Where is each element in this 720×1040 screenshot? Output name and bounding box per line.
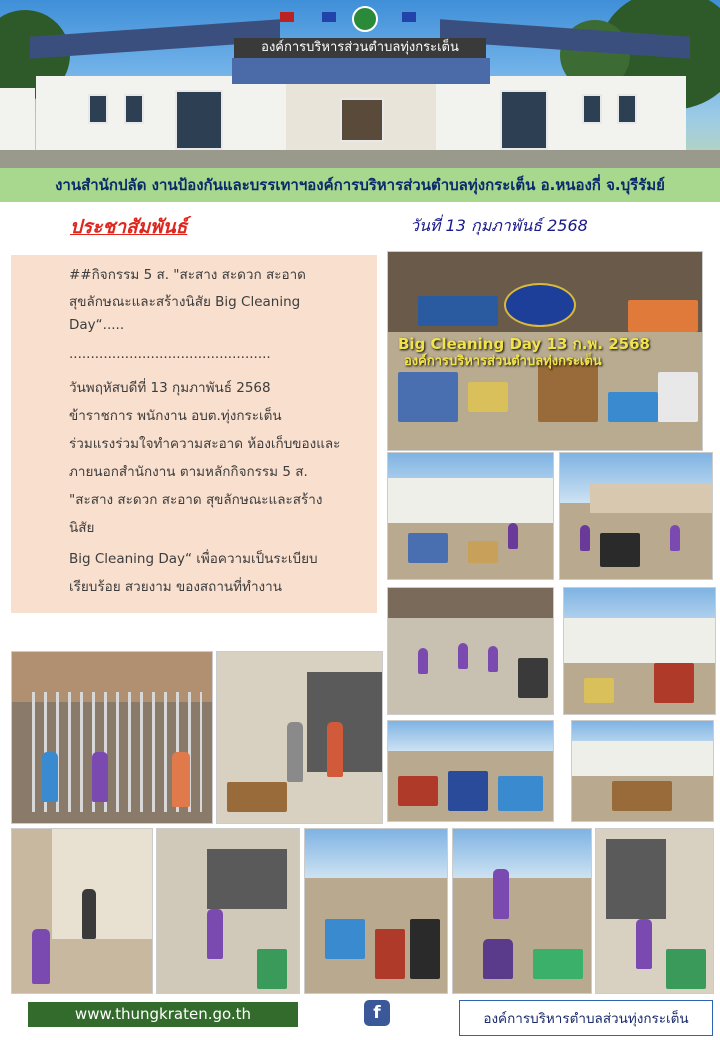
activity-photo [387,587,554,715]
activity-photo [11,651,213,824]
photo-caption-org: องค์การบริหารส่วนตำบลทุ่งกระเต็น [404,354,602,369]
description-line: ............................................... [69,346,271,362]
organization-name-box: องค์การบริหารตำบลส่วนทุ่งกระเต็น [459,1000,713,1036]
publish-date: วันที่ 13 กุมภาพันธ์ 2568 [410,216,588,235]
description-line: ร่วมแรงร่วมใจทำความสะอาด ห้องเก็บของและ [69,436,341,452]
activity-photo [452,828,592,994]
activity-photo [216,651,383,824]
section-title: ประชาสัมพันธ์ [70,216,188,238]
activity-description-box [11,255,377,613]
description-line: ##กิจกรรม 5 ส. "สะสาง สะดวก สะอาด [69,267,306,283]
activity-photo [571,720,714,822]
photo-caption-title: Big Cleaning Day 13 ก.พ. 2568 [398,335,650,353]
description-line: วันพฤหัสบดีที่ 13 กุมภาพันธ์ 2568 [69,380,271,396]
description-line: Day“..... [69,317,125,333]
activity-photo [156,828,300,994]
description-line: สุขลักษณะและสร้างนิสัย Big Cleaning [69,294,301,310]
activity-photo [563,587,716,715]
activity-photo [559,452,713,580]
facebook-icon[interactable]: f [364,1000,390,1026]
description-line: ข้าราชการ พนักงาน อบต.ทุ่งกระเต็น [69,408,282,424]
activity-photo [11,828,153,994]
description-line: "สะสาง สะดวก สะอาด สุขลักษณะและสร้าง [69,492,323,508]
header-building-photo [0,0,720,168]
description-line: นิสัย [69,520,95,536]
activity-photo [387,452,554,580]
activity-photo [304,828,448,994]
building-sign: องค์การบริหารส่วนตำบลทุ่งกระเต็น [234,38,486,58]
description-line: เรียบร้อย สวยงาม ของสถานที่ทำงาน [69,579,282,595]
activity-photo [387,720,554,822]
activity-photo [595,828,714,994]
department-banner: งานสำนักปลัด งานป้องกันและบรรเทาฯองค์การบริหารส่วนตำบลทุ่งกระเต็น อ.หนองกี่ จ.บุรีรัมย์ [0,168,720,202]
description-line: Big Cleaning Day“ เพื่อความเป็นระเบียบ [69,551,318,567]
website-link[interactable]: www.thungkraten.go.th [28,1002,298,1027]
description-line: ภายนอกสำนักงาน ตามหลักกิจกรรม 5 ส. [69,464,308,480]
organization-seal-icon [504,283,576,327]
